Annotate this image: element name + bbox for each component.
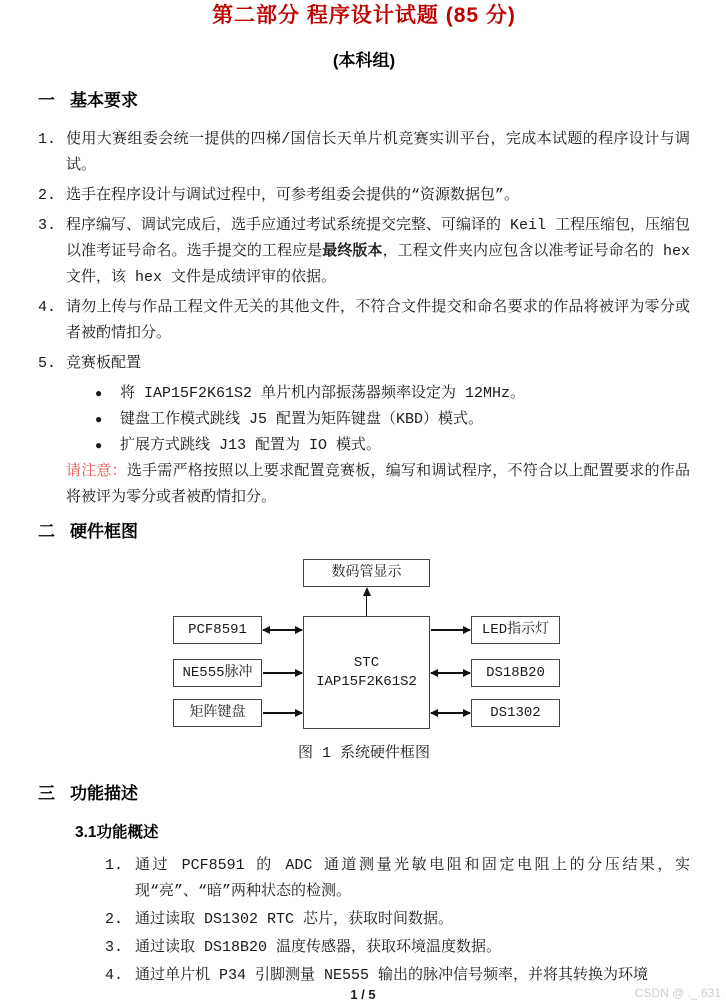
watermark: CSDN @ ._.631 [634,986,721,1000]
section-1-number: 一 [38,91,55,110]
requirements-list [38,127,690,377]
list-item [105,907,690,933]
attention-note-label: 请注意： [66,463,127,480]
diagram-box-label: DS18B20 [486,664,545,681]
list-item-text: 通过单片机 P34 引脚测量 NE555 输出的脉冲信号频率，并将其转换为环境 [135,967,649,984]
attention-note-text: 选手需严格按照以上要求配置竞赛板，编写和调试程序，不符合以上配置要求的作品将被评为零分或者被酌情扣分。 [66,463,690,506]
list-item-number: 2. [105,911,124,928]
diagram-box-label: DS1302 [490,704,541,721]
list-item-text: 通过读取 DS1302 RTC 芯片，获取时间数据。 [135,911,454,928]
connector-arrow-pcf8591-mcu [262,625,303,635]
diagram-box-display [303,559,430,587]
diagram-box-pcf8591 [173,616,262,644]
hardware-diagram [38,555,690,767]
connector-arrow-mcu-ds1302 [430,708,471,718]
list-item [38,127,690,179]
list-item [38,295,690,347]
connector-arrow-up-display [361,587,372,616]
list-item-number: 4. [105,967,124,984]
section-3-number: 三 [38,784,55,803]
list-item-text-post: ，工程文件夹内应包含以准考证号命名的 hex 文件，该 hex 文件是成绩评审的依据。 [66,243,690,286]
list-item-number: 2. [38,187,57,204]
bullet-text: 键盘工作模式跳线 J5 配置为矩阵键盘（KBD）模式。 [120,411,484,428]
list-item-text: 使用大赛组委会统一提供的四梯/国信长天单片机竞赛实训平台，完成本试题的程序设计与调试。 [66,131,690,174]
diagram-box-keypad [173,699,262,727]
bullet-text: 将 IAP15F2K61S2 单片机内部振荡器频率设定为 12MHz。 [120,385,526,402]
list-item-text-bold: 最终版本 [322,243,383,260]
bullet-icon: ● [95,439,103,453]
list-item [38,351,690,377]
diagram-box-led [471,616,560,644]
section-3-heading [38,783,690,805]
section-1-title: 基本要求 [70,91,138,110]
list-item-text: 选手在程序设计与调试过程中，可参考组委会提供的“资源数据包”。 [66,187,520,204]
section-2-title: 硬件框图 [70,522,138,541]
figure-caption: 图 1 系统硬件框图 [297,745,430,762]
diagram-box-mcu [303,616,430,729]
list-item-number: 1. [105,857,124,874]
connector-arrow-ne555-mcu [262,668,303,678]
list-item-number: 4. [38,299,57,316]
bullet-text: 扩展方式跳线 J13 配置为 IO 模式。 [120,437,382,454]
diagram-box-label: 数码管显示 [331,564,402,581]
list-item [105,963,690,989]
doc-subtitle: (本科组) [332,51,396,70]
connector-arrow-mcu-led [430,625,471,635]
list-item-text [66,217,690,286]
bullet-item [95,381,690,407]
list-item [38,213,690,291]
list-item-text-pre: 程序编写、调试完成后，选手应通过考试系统提交完整、可编译的 Keil 工程压缩包，压缩包以准考证号命名。选手提交的工程应是 [66,217,691,260]
page-number: 1 / 5 [350,987,376,1002]
diagram-box-label: LED指示灯 [481,621,550,638]
diagram-box-label: STC [353,654,380,671]
list-item-number: 3. [38,217,57,234]
bullet-icon: ● [95,413,103,427]
section-2-number: 二 [38,522,55,541]
list-item-number: 1. [38,131,57,148]
list-item-number: 5. [38,355,57,372]
attention-note [66,459,690,511]
list-item [105,853,690,905]
function-overview-list [105,853,690,989]
subsection-3-1-heading: 3.1功能概述 [75,824,159,841]
list-item-text: 请勿上传与作品工程文件无关的其他文件，不符合文件提交和命名要求的作品将被评为零分或者被酌情扣分。 [66,299,690,342]
bullet-item [95,407,690,433]
list-item-text: 竞赛板配置 [66,355,142,372]
list-item-text: 通过读取 DS18B20 温度传感器，获取环境温度数据。 [135,939,502,956]
diagram-box-ds1302 [471,699,560,727]
diagram-box-label: PCF8591 [188,621,247,638]
board-config-bullets [95,381,690,459]
diagram-box-label: IAP15F2K61S2 [316,673,417,690]
diagram-box-ds18b20 [471,659,560,687]
section-1-heading [38,90,690,112]
section-3-title: 功能描述 [70,784,138,803]
bullet-item [95,433,690,459]
diagram-box-ne555 [173,659,262,687]
connector-arrow-keypad-mcu [262,708,303,718]
doc-title: 第二部分 程序设计试题 (85 分) [212,4,516,27]
list-item-text: 通过 PCF8591 的 ADC 通道测量光敏电阻和固定电阻上的分压结果，实现“亮”、“暗”两种状态的检测。 [135,857,690,900]
diagram-box-label: 矩阵键盘 [189,704,246,721]
connector-arrow-mcu-ds18b20 [430,668,471,678]
list-item [38,183,690,209]
list-item [105,935,690,961]
section-2-heading [38,521,690,543]
diagram-box-label: NE555脉冲 [182,664,253,681]
list-item-number: 3. [105,939,124,956]
bullet-icon: ● [95,387,103,401]
